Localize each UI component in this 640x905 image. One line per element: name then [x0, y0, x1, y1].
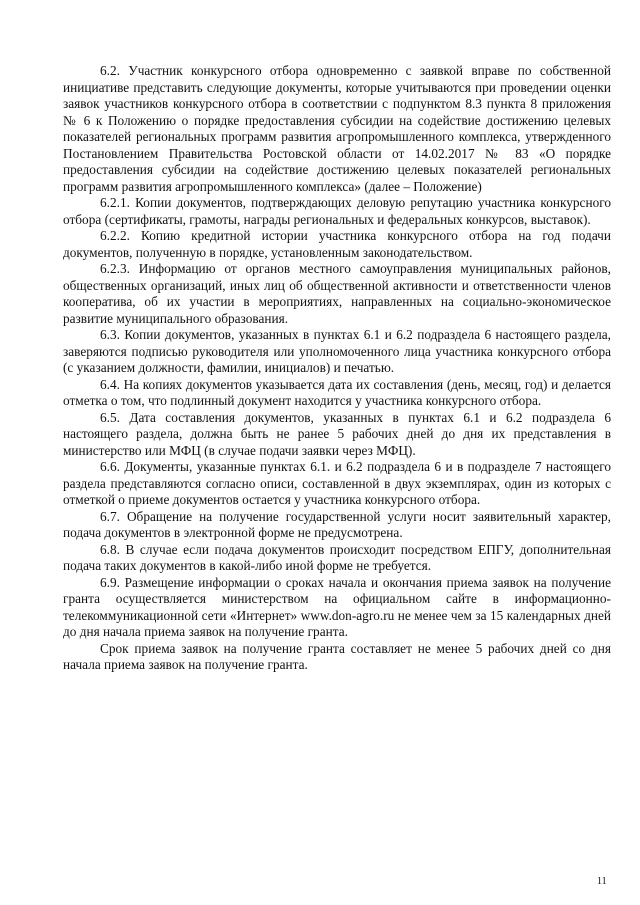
paragraph-6-6: 6.6. Документы, указанные пунктах 6.1. и 6.2 подраздела 6 и в подразделе 7 настоящего раздела представляются согласно описи, составленной в двух экземплярах, один из которых с отметкой о приеме документов остается у участника конкурсного отбора.: [63, 459, 611, 507]
paragraph-6-2-3: 6.2.3. Информацию от органов местного самоуправления муниципальных районов, общественных организаций, иных лиц об общественной активности и ответственности членов кооператива, об их участии в мероприятиях, направленных на социально-экономическое развитие муниципального образования.: [63, 261, 611, 326]
page-number: 11: [597, 876, 607, 887]
paragraph-6-8: 6.8. В случае если подача документов происходит посредством ЕПГУ, дополнительная подача таких документов в какой-либо иной форме не требуется.: [63, 541, 611, 573]
paragraph-6-2-2: 6.2.2. Копию кредитной истории участника конкурсного отбора на год подачи документов, полученную в порядке, установленным законодательством.: [63, 228, 611, 260]
paragraph-6-5: 6.5. Дата составления документов, указанных в пунктах 6.1 и 6.2 подраздела 6 настоящего раздела, должна быть не ранее 5 рабочих дней до дня их представления в министерство или МФЦ (в случае подачи заявки через МФЦ).: [63, 409, 611, 458]
paragraph-6-3: 6.3. Копии документов, указанных в пунктах 6.1 и 6.2 подраздела 6 настоящего раздела, заверяются подписью руководителя или уполномоченного лица участника конкурсного отбора (с указанием должности, фамилии, инициалов) и печатью.: [63, 327, 611, 375]
paragraph-application-period: Срок приема заявок на получение гранта составляет не менее 5 рабочих дней со дня начала приема заявок на получение гранта.: [63, 640, 611, 672]
paragraph-6-4: 6.4. На копиях документов указывается дата их составления (день, месяц, год) и делается отметка о том, что подлинный документ находится у участника конкурсного отбора.: [63, 376, 611, 408]
paragraph-6-7: 6.7. Обращение на получение государственной услуги носит заявительный характер, подача документов в электронной форме не предусмотрена.: [63, 508, 611, 540]
document-page-body: [63, 63, 611, 674]
paragraph-6-2-1: 6.2.1. Копии документов, подтверждающих деловую репутацию участника конкурсного отбора (сертификаты, грамоты, награды региональных и федеральных конкурсов, выставок).: [63, 195, 611, 227]
paragraph-6-2: 6.2. Участник конкурсного отбора одновременно с заявкой вправе по собственной инициативе представить следующие документы, которые учитываются при проведении оценки заявок участников конкурсного отбора в соответствии с подпунктом 8.3 пункта 8 приложения № 6 к Положению о порядке предоставления субсидии на содействие достижению целевых показателей региональных программ развития агропромышленного комплекса, утвержденного Постановлением Правительства Ростовской области от 14.02.2017 № 83 «О порядке предоставления субсидии на содействие достижению целевых показателей региональных программ развития агропромышленного комплекса» (далее – Положение): [63, 63, 611, 194]
paragraph-6-9: 6.9. Размещение информации о сроках начала и окончания приема заявок на получение гранта осуществляется министерством на официальном сайте в информационно-телекоммуникационной сети «Интернет» www.don-agro.ru не менее чем за 15 календарных дней до дня начала приема заявок на получение гранта.: [63, 574, 611, 639]
